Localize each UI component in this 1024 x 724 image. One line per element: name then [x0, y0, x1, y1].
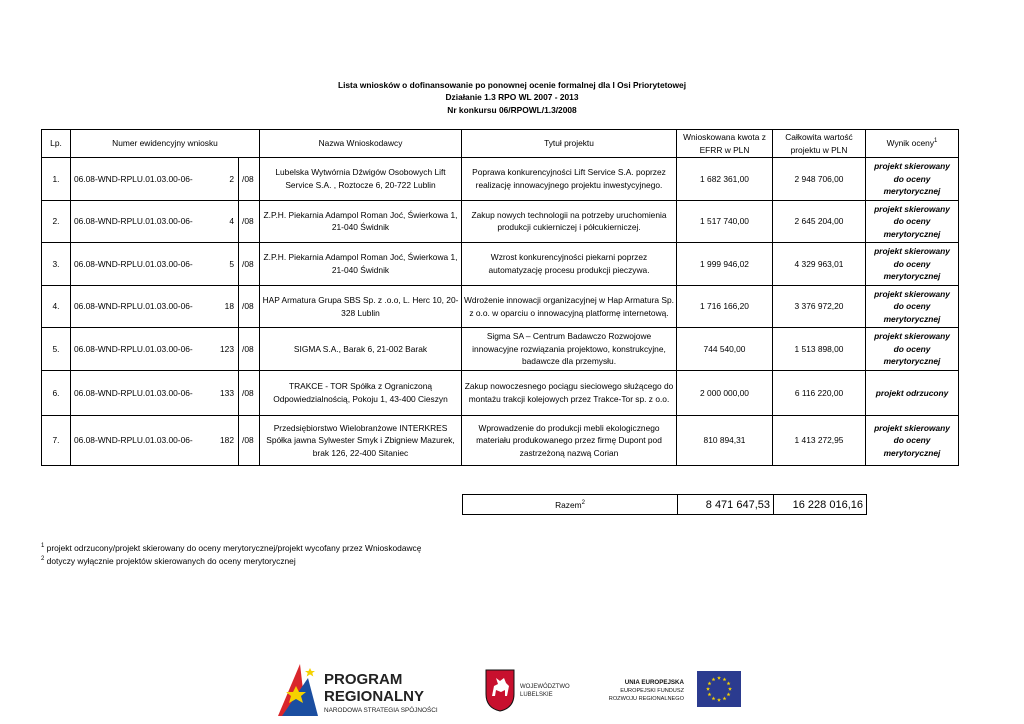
row-number-suffix: /08 [239, 328, 260, 371]
applications-table [41, 129, 959, 466]
row-number-suffix: /08 [239, 285, 260, 328]
row-total-value: 1 413 272,95 [773, 415, 866, 465]
program-line-3: NARODOWA STRATEGIA SPÓJNOŚCI [324, 707, 438, 714]
row-lp: 7. [42, 415, 71, 465]
row-project-title: Zakup nowych technologii na potrzeby uruchomienia produkcji cukierniczej i półcukierniczej. [462, 200, 677, 243]
header-title: Lista wniosków o dofinansowanie po ponownej ocenie formalnej dla I Osi Priorytetowej [337, 80, 687, 90]
header-project-title: Tytuł projektu [462, 130, 677, 158]
document-header [0, 79, 1024, 116]
row-result: projekt odrzucony [866, 370, 959, 415]
summary-label: Razem$^2$ [463, 495, 678, 515]
row-number-prefix: 06.08-WND-RPLU.01.03.00-06- [71, 243, 209, 286]
row-project-title: Zakup nowoczesnego pociągu sieciowego służącego do montażu trakcji kolejowych przez Trakce-Tor sp. z o.o. [462, 370, 677, 415]
header-subtitle: Działanie 1.3 RPO WL 2007 - 2013 [445, 92, 579, 103]
program-line-2: REGIONALNY [324, 688, 425, 705]
header-requested-amount: Wnioskowana kwota z EFRR w PLN [677, 130, 773, 158]
row-project-title: Poprawa konkurencyjności Lift Service S.A. poprzez realizację innowacyjnego projektu inwestycyjnego. [462, 158, 677, 201]
header-number: Numer ewidencyjny wniosku [71, 130, 260, 158]
row-requested-amount: 744 540,00 [677, 328, 773, 371]
row-number: 182 [209, 415, 239, 465]
row-requested-amount: 1 517 740,00 [677, 200, 773, 243]
row-number-prefix: 06.08-WND-RPLU.01.03.00-06- [71, 158, 209, 201]
row-applicant: Lubelska Wytwórnia Dźwigów Osobowych Lift Service S.A. , Roztocze 6, 20-722 Lublin [260, 158, 462, 201]
row-applicant: Z.P.H. Piekarnia Adampol Roman Joć, Świerkowa 1, 21-040 Świdnik [260, 243, 462, 286]
footnotes [41, 542, 421, 568]
row-result: projekt skierowany do oceny merytorycznej [866, 200, 959, 243]
row-number-prefix: 06.08-WND-RPLU.01.03.00-06- [71, 285, 209, 328]
row-requested-amount: 1 716 166,20 [677, 285, 773, 328]
row-total-value: 6 116 220,00 [773, 370, 866, 415]
logo-strip [0, 660, 1024, 720]
row-project-title: Sigma SA – Centrum Badawczo Rozwojowe innowacyjne rozwiązania projektowo, konstrukcyjne, badawcze dla przemysłu. [462, 328, 677, 371]
row-number-suffix: /08 [239, 243, 260, 286]
row-lp: 6. [42, 370, 71, 415]
row-number-prefix: 06.08-WND-RPLU.01.03.00-06- [71, 328, 209, 371]
row-number-prefix: 06.08-WND-RPLU.01.03.00-06- [71, 370, 209, 415]
row-result: projekt skierowany do oceny merytorycznej [866, 328, 959, 371]
footnote-ref-2: 2 [581, 499, 585, 506]
header-total-value: Całkowita wartość projektu w PLN [773, 130, 866, 158]
row-result: projekt skierowany do oceny merytorycznej [866, 285, 959, 328]
row-result: projekt skierowany do oceny merytorycznej [866, 158, 959, 201]
row-requested-amount: 1 999 946,02 [677, 243, 773, 286]
row-number: 5 [209, 243, 239, 286]
summary-row [463, 495, 867, 515]
row-result: projekt skierowany do oceny merytorycznej [866, 243, 959, 286]
table-row [42, 158, 959, 201]
row-requested-amount: 810 894,31 [677, 415, 773, 465]
row-applicant: TRAKCE - TOR Spółka z Ograniczoną Odpowiedzialnością, Pokoju 1, 43-400 Cieszyn [260, 370, 462, 415]
row-requested-amount: 1 682 361,00 [677, 158, 773, 201]
summary-table [462, 494, 867, 515]
summary-requested-total: 8 471 647,53 [678, 495, 774, 515]
row-requested-amount: 2 000 000,00 [677, 370, 773, 415]
eu-flag-icon [697, 671, 741, 707]
header-applicant: Nazwa Wnioskodawcy [260, 130, 462, 158]
table-header-row [42, 130, 959, 158]
footnote-2: $^2$ dotyczy wyłącznie projektów skierowanych do oceny merytorycznej [41, 556, 296, 566]
wojewodztwo-lubelskie-logo [484, 668, 584, 712]
summary-value-total: 16 228 016,16 [774, 495, 867, 515]
footnote-1: $^1$ projekt odrzucony/projekt skierowany do oceny merytorycznej/projekt wycofany przez Wnioskodawcę [41, 543, 422, 553]
table-row [42, 415, 959, 465]
row-lp: 4. [42, 285, 71, 328]
row-project-title: Wzrost konkurencyjności piekarni poprzez automatyzację procesu produkcji pieczywa. [462, 243, 677, 286]
row-number-suffix: /08 [239, 200, 260, 243]
ue-line-1: UNIA EUROPEJSKA [624, 679, 684, 686]
row-project-title: Wdrożenie innowacji organizacyjnej w Hap Armatura Sp. z o.o. w oparciu o innowacyjną platformę internetową. [462, 285, 677, 328]
eu-fund-text-logo [606, 674, 686, 708]
table-row [42, 370, 959, 415]
program-line-1: PROGRAM [324, 671, 403, 688]
row-lp: 5. [42, 328, 71, 371]
row-number-suffix: /08 [239, 158, 260, 201]
row-number: 123 [209, 328, 239, 371]
row-number: 18 [209, 285, 239, 328]
table-row [42, 285, 959, 328]
row-total-value: 2 645 204,00 [773, 200, 866, 243]
row-number-prefix: 06.08-WND-RPLU.01.03.00-06- [71, 415, 209, 465]
row-total-value: 3 376 972,20 [773, 285, 866, 328]
row-total-value: 1 513 898,00 [773, 328, 866, 371]
row-lp: 3. [42, 243, 71, 286]
row-lp: 2. [42, 200, 71, 243]
row-number-prefix: 06.08-WND-RPLU.01.03.00-06- [71, 200, 209, 243]
row-lp: 1. [42, 158, 71, 201]
row-number: 4 [209, 200, 239, 243]
header-contest-number: Nr konkursu 06/RPOWL/1.3/2008 [447, 104, 577, 115]
table-row [42, 243, 959, 286]
header-result: Wynik oceny$^1$ [866, 130, 959, 158]
row-number: 2 [209, 158, 239, 201]
row-applicant: Przedsiębiorstwo Wielobranżowe INTERKRES Spółka jawna Sylwester Smyk i Zbigniew Mazurek, brak 126, 22-400 Sitaniec [260, 415, 462, 465]
footnote-ref-1: 1 [934, 138, 938, 145]
row-number: 133 [209, 370, 239, 415]
table-row [42, 328, 959, 371]
row-applicant: HAP Armatura Grupa SBS Sp. z .o.o, L. Herc 10, 20-328 Lublin [260, 285, 462, 328]
woj-line-1: WOJEWÓDZTWO [520, 684, 570, 690]
program-regionalny-emblem-icon [278, 664, 318, 716]
header-lp: Lp. [42, 130, 71, 158]
row-result: projekt skierowany do oceny merytorycznej [866, 415, 959, 465]
lubelskie-coat-of-arms-icon [486, 670, 514, 711]
ue-line-3: ROZWOJU REGIONALNEGO [608, 696, 684, 702]
program-regionalny-logo [276, 660, 466, 720]
row-total-value: 2 948 706,00 [773, 158, 866, 201]
row-applicant: SIGMA S.A., Barak 6, 21-002 Barak [260, 328, 462, 371]
woj-line-2: LUBELSKIE [520, 692, 553, 698]
row-applicant: Z.P.H. Piekarnia Adampol Roman Joć, Świerkowa 1, 21-040 Świdnik [260, 200, 462, 243]
row-total-value: 4 329 963,01 [773, 243, 866, 286]
ue-line-2: EUROPEJSKI FUNDUSZ [620, 688, 684, 694]
table-row [42, 200, 959, 243]
row-number-suffix: /08 [239, 415, 260, 465]
row-project-title: Wprowadzenie do produkcji mebli ekologicznego materiału produkowanego przez firmę Dupont pod zastrzeżoną nazwą Corian [462, 415, 677, 465]
row-number-suffix: /08 [239, 370, 260, 415]
